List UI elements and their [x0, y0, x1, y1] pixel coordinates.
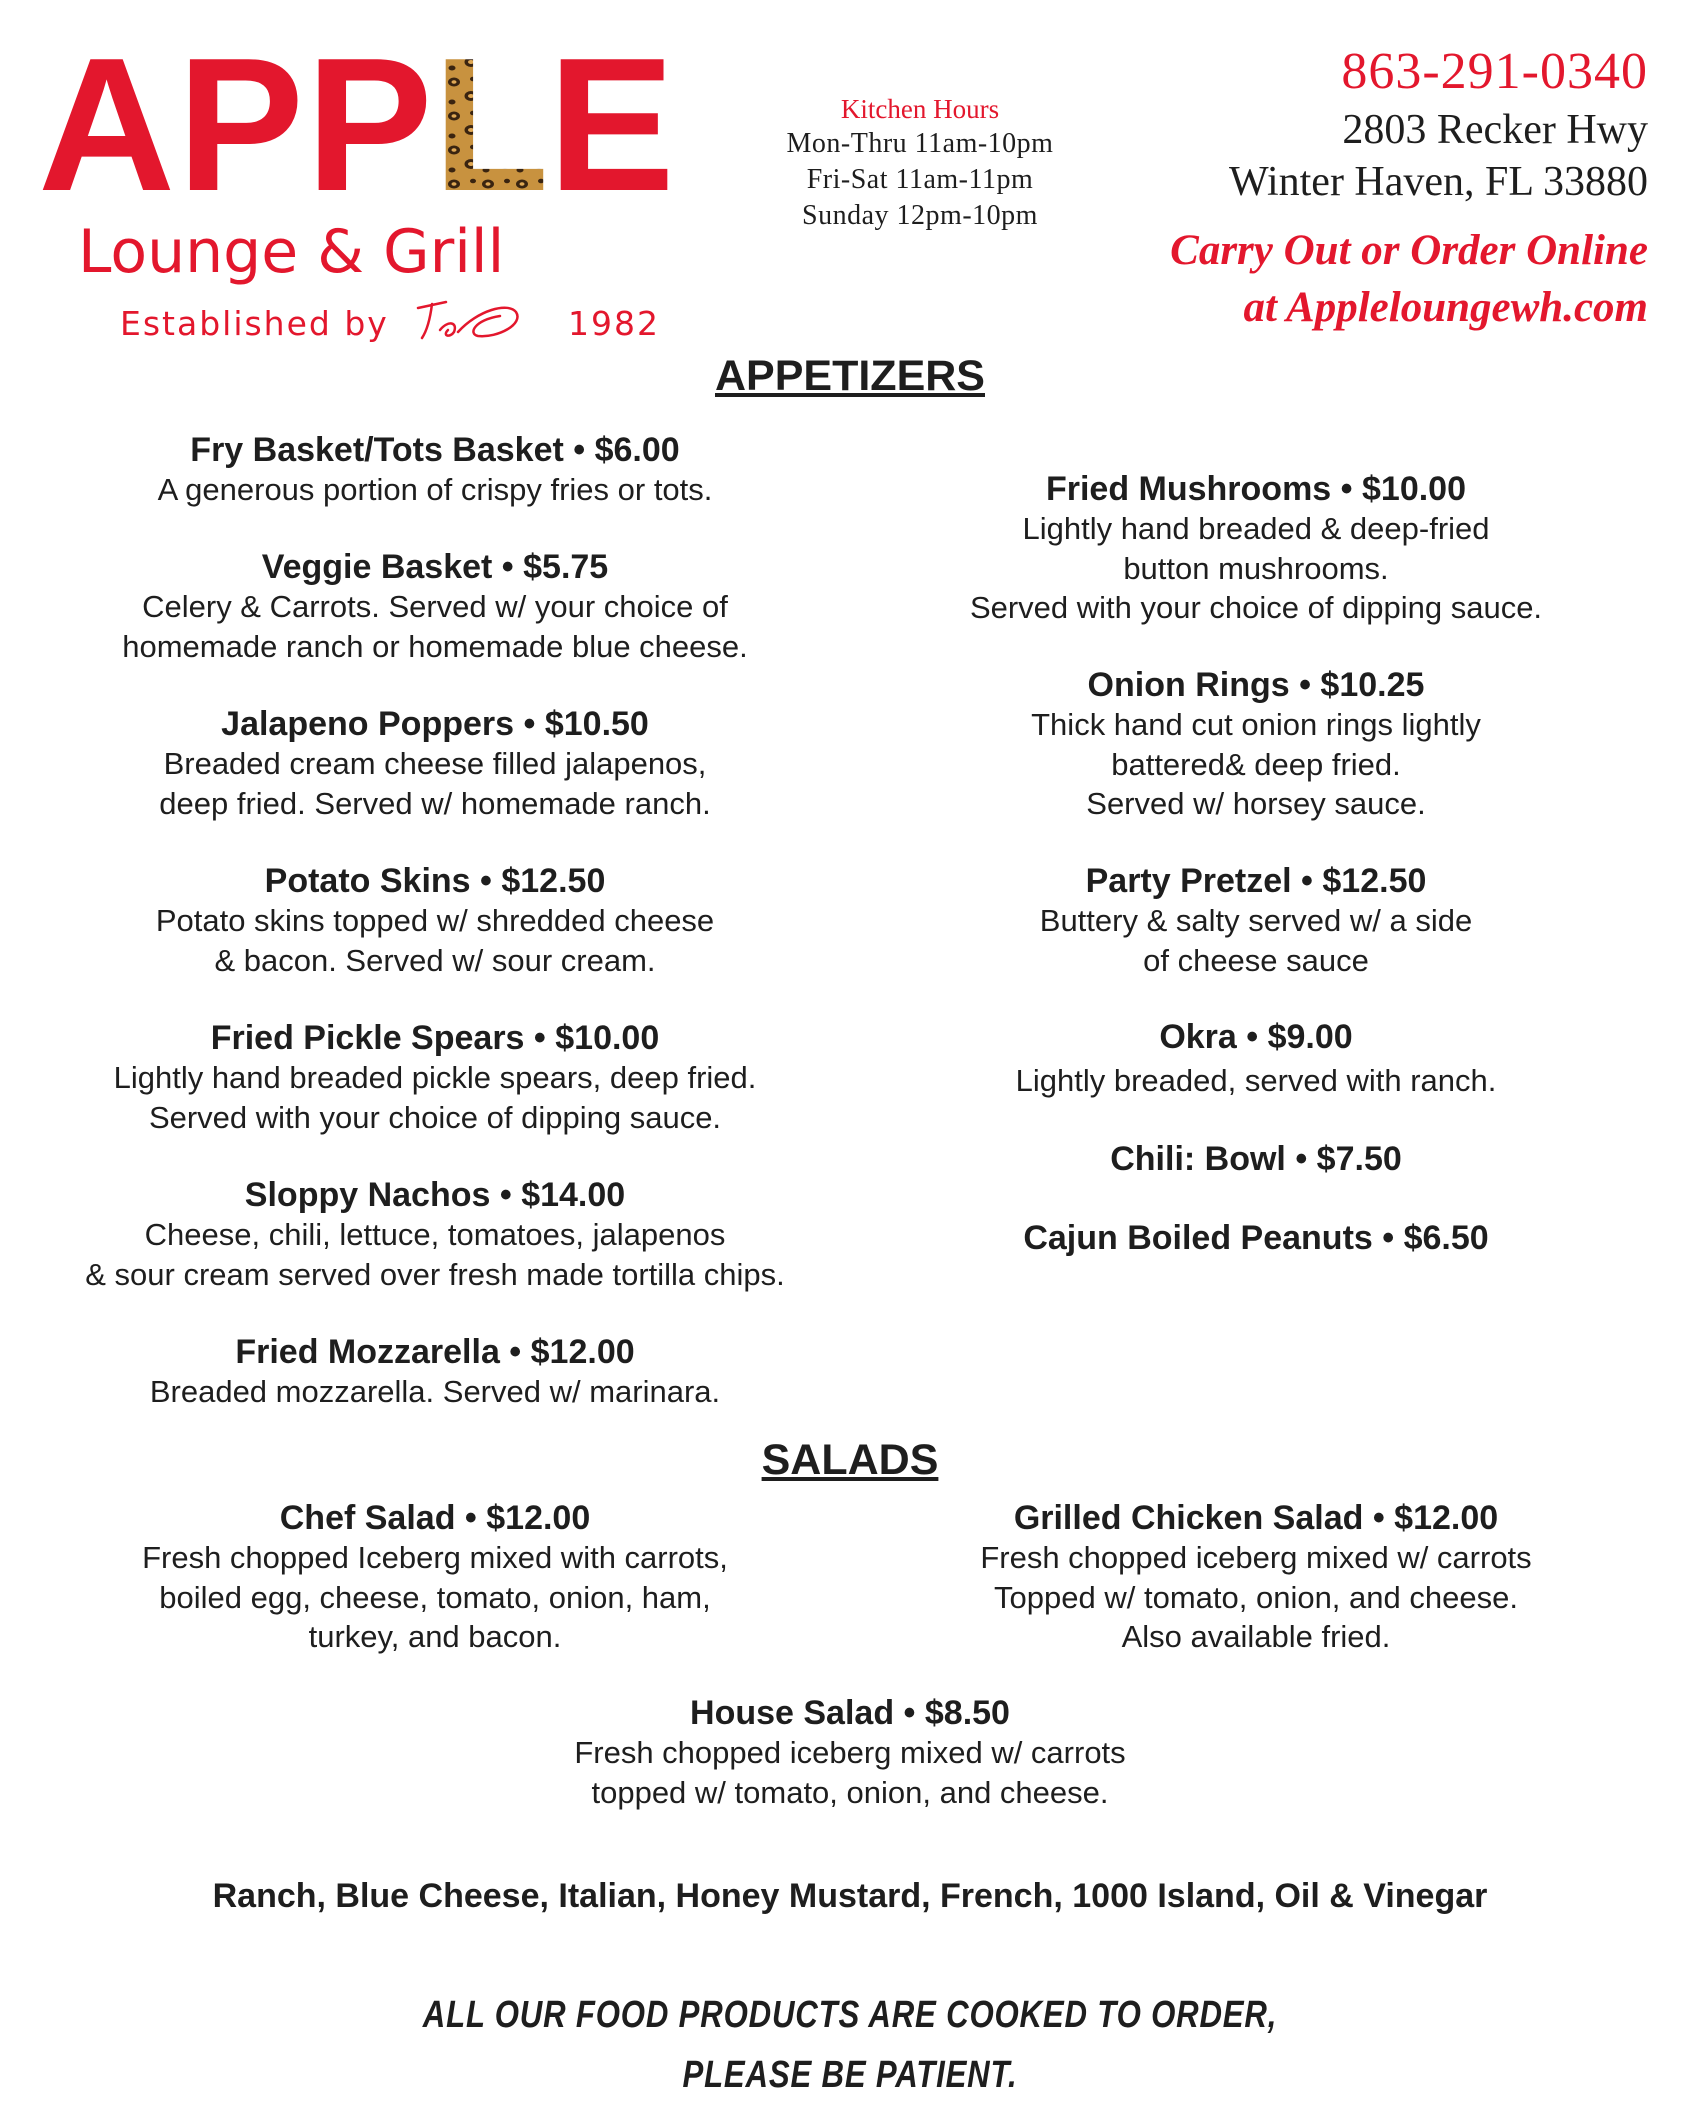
item-name: Fry Basket/Tots Basket • $6.00 [190, 431, 680, 469]
item-description: Potato skins topped w/ shredded cheese & bacon. Served w/ sour cream. [155, 903, 715, 978]
hours-line: Mon-Thru 11am-10pm [786, 128, 1054, 159]
item-name: Cajun Boiled Peanuts • $6.50 [1023, 1219, 1489, 1257]
item-name: Sloppy Nachos • $14.00 [244, 1176, 626, 1214]
menu-item [45, 1018, 825, 1137]
menu-item [866, 1498, 1646, 1657]
item-name: Jalapeno Poppers • $10.50 [221, 705, 649, 743]
item-description: Lightly hand breaded pickle spears, deep fried. Served with your choice of dipping sauce. [113, 1060, 757, 1135]
item-description: Celery & Carrots. Served w/ your choice of homemade ranch or homemade blue cheese. [122, 589, 748, 664]
hours-line: Fri-Sat 11am-11pm [806, 164, 1034, 195]
item-description: Lightly hand breaded & deep-fried button mushrooms. Served with your choice of dipping sauce. [969, 511, 1543, 625]
menu-item [45, 704, 825, 823]
item-name: Veggie Basket • $5.75 [261, 548, 609, 586]
menu-item [45, 547, 825, 666]
logo-year: 1982 [568, 304, 660, 343]
item-description: Breaded cream cheese filled jalapenos, deep fried. Served w/ homemade ranch. [159, 746, 711, 821]
phone-number: 863-291-0340 [1341, 43, 1648, 100]
logo-letters-app: APP [38, 40, 435, 231]
menu-item [866, 1139, 1646, 1179]
menu-item [866, 1218, 1646, 1258]
item-name: Fried Mozzarella • $12.00 [235, 1333, 635, 1371]
hours-line: Sunday 12pm-10pm [802, 200, 1038, 231]
kitchen-hours [740, 92, 1100, 234]
menu-item [45, 430, 825, 510]
appetizers-heading: APPETIZERS [715, 352, 985, 400]
item-name: Onion Rings • $10.25 [1087, 666, 1425, 704]
item-name: Party Pretzel • $12.50 [1085, 862, 1427, 900]
menu-item [866, 469, 1646, 628]
order-online-link: at Appleloungewh.com [1243, 284, 1648, 331]
item-description: Fresh chopped iceberg mixed w/ carrots topped w/ tomato, onion, and cheese. [574, 1735, 1126, 1810]
address-line-1: 2803 Recker Hwy [1342, 107, 1648, 153]
item-description: Breaded mozzarella. Served w/ marinara. [149, 1374, 721, 1409]
item-name: Fried Pickle Spears • $10.00 [210, 1019, 660, 1057]
item-name: Fried Mushrooms • $10.00 [1045, 470, 1467, 508]
salads-heading: SALADS [761, 1436, 939, 1484]
contact-info [1128, 40, 1648, 336]
menu-item [45, 861, 825, 980]
address-line-2: Winter Haven, FL 33880 [1229, 159, 1648, 205]
item-description: Cheese, chili, lettuce, tomatoes, jalapenos & sour cream served over fresh made tortilla chips. [85, 1217, 785, 1292]
kitchen-hours-title: Kitchen Hours [840, 94, 1000, 124]
item-name: Chef Salad • $12.00 [279, 1499, 591, 1537]
item-name: Grilled Chicken Salad • $12.00 [1013, 1499, 1499, 1537]
item-name: House Salad • $8.50 [690, 1694, 1010, 1732]
order-online-line-1: Carry Out or Order Online [1170, 227, 1648, 274]
menu-item [45, 1175, 825, 1294]
item-name: Okra • $9.00 [1159, 1018, 1353, 1056]
logo-subtitle: Lounge & Grill [78, 217, 505, 287]
menu-item [866, 1017, 1646, 1101]
item-description: Lightly breaded, served with ranch. [1015, 1063, 1497, 1098]
menu-item [45, 1498, 825, 1657]
menu-item [460, 1693, 1240, 1812]
order-online-text [1128, 222, 1648, 336]
logo-letter-l-leopard: L [433, 40, 552, 231]
cooked-to-order-notice [153, 1985, 1547, 2105]
item-description: Fresh chopped Iceberg mixed with carrots, boiled egg, cheese, tomato, onion, ham, turkey, and bacon. [142, 1540, 728, 1654]
notice-line-1: ALL OUR FOOD PRODUCTS ARE COOKED TO ORDER, [422, 1994, 1278, 2036]
logo-established: Established by [120, 304, 389, 343]
item-name: Chili: Bowl • $7.50 [1110, 1140, 1402, 1178]
menu-item [866, 861, 1646, 980]
item-description: Fresh chopped iceberg mixed w/ carrots Topped w/ tomato, onion, and cheese. Also available fried. [980, 1540, 1532, 1654]
dressing-options: Ranch, Blue Cheese, Italian, Honey Mustard, French, 1000 Island, Oil & Vinegar [212, 1877, 1488, 1915]
item-description: Thick hand cut onion rings lightly battered& deep fried. Served w/ horsey sauce. [1031, 707, 1481, 821]
item-name: Potato Skins • $12.50 [264, 862, 606, 900]
item-description: A generous portion of crispy fries or tots. [157, 472, 713, 507]
item-description: Buttery & salty served w/ a side of cheese sauce [1039, 903, 1473, 978]
menu-item [45, 1332, 825, 1412]
signature-graphic [418, 302, 517, 338]
notice-line-2: PLEASE BE PATIENT. [682, 2054, 1018, 2096]
logo-letter-e: E [548, 40, 677, 231]
apple-lounge-logo [38, 40, 718, 350]
menu-item [866, 665, 1646, 824]
